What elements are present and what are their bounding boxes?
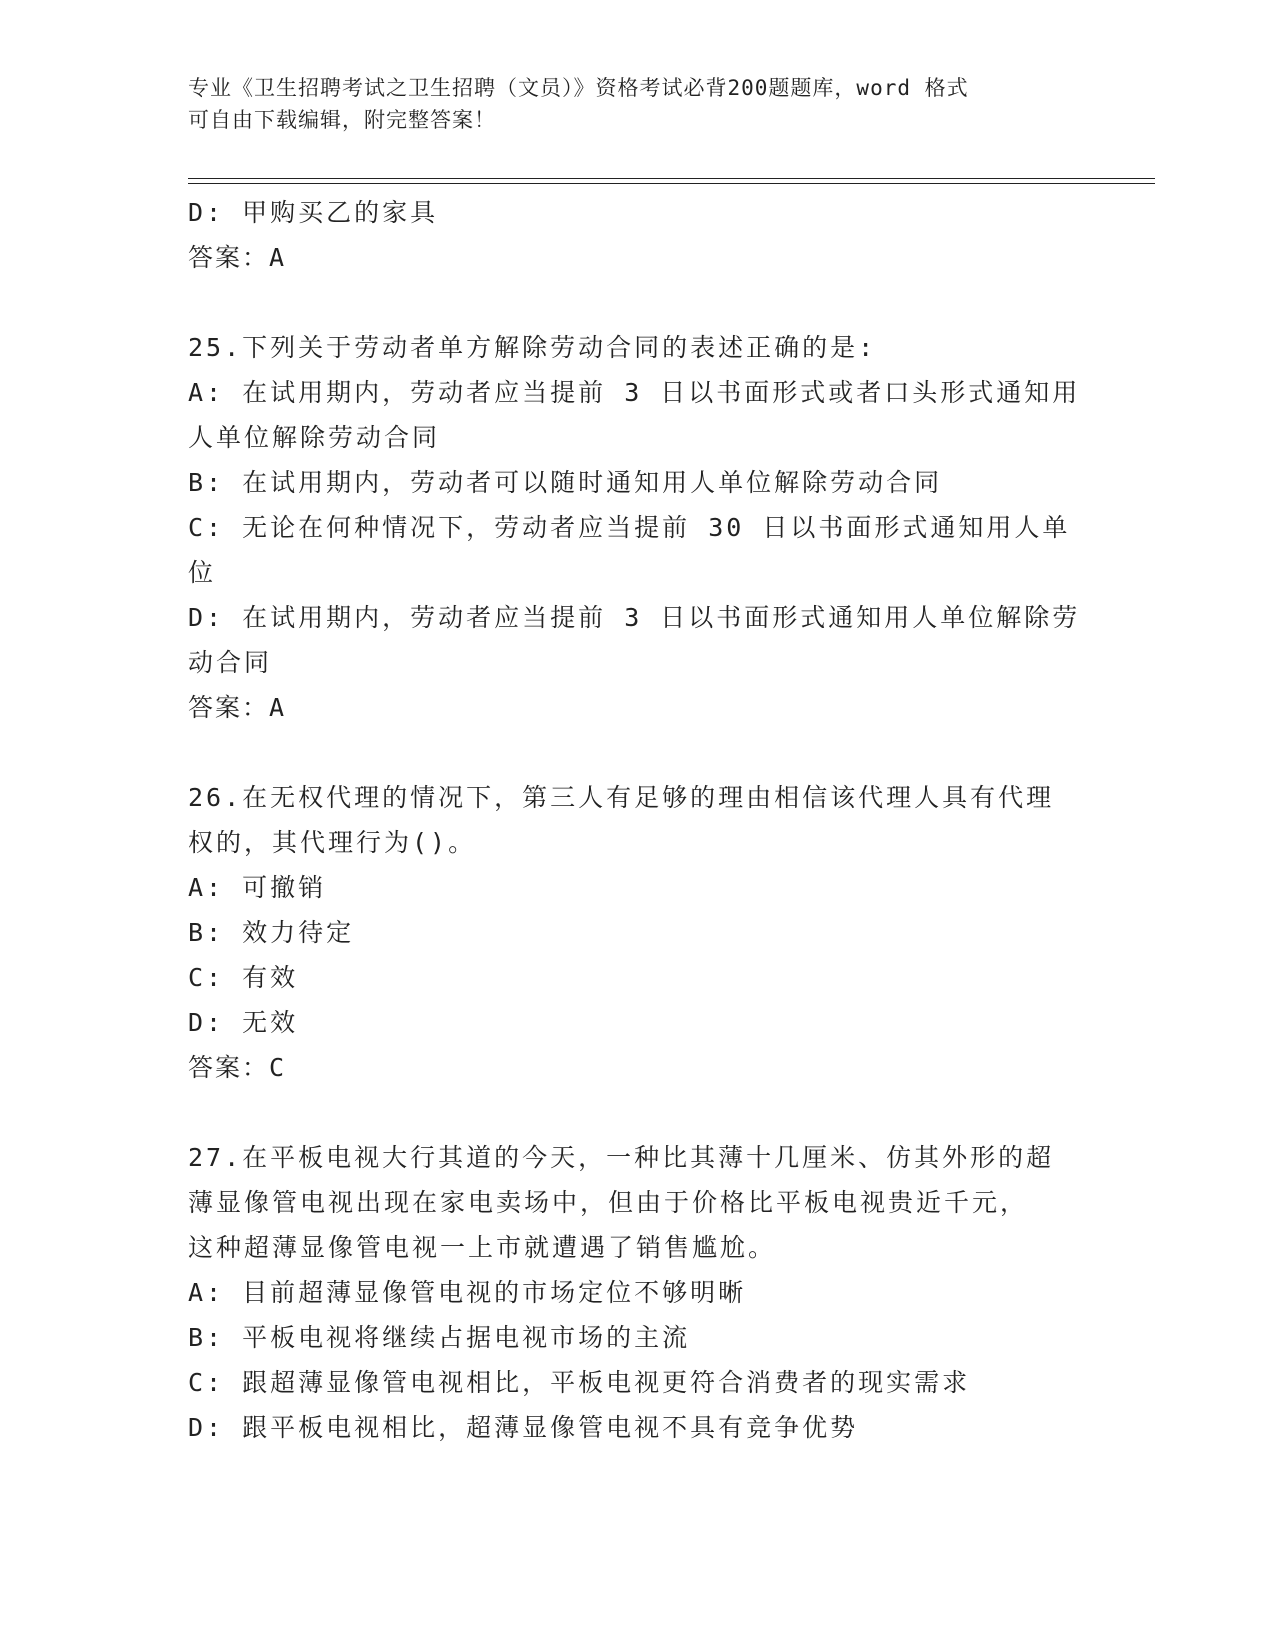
option-b: B: 效力待定 <box>188 918 355 947</box>
spacer <box>188 730 1088 775</box>
option-d: D: 无效 <box>188 1008 299 1037</box>
answer-line <box>188 1045 1088 1090</box>
header-divider-bottom <box>188 183 1155 184</box>
answer-value: A <box>269 693 287 722</box>
answer-label: 答案： <box>188 1053 270 1082</box>
option-c: C: 有效 <box>188 963 299 992</box>
option-a: A: 在试用期内，劳动者应当提前 3 日以书面形式或者口头形式通知用 <box>188 378 1081 407</box>
document-header <box>188 72 1068 136</box>
question-stem: 26.在无权代理的情况下，第三人有足够的理由相信该代理人具有代理 <box>188 783 1055 812</box>
option-c: C: 无论在何种情况下，劳动者应当提前 30 日以书面形式通知用人单 <box>188 513 1071 542</box>
option-b: B: 平板电视将继续占据电视市场的主流 <box>188 1323 691 1352</box>
spacer <box>188 280 1088 325</box>
question-27 <box>188 1135 1088 1450</box>
header-line-1: 专业《卫生招聘考试之卫生招聘（文员）》资格考试必背200题题库，word 格式 <box>188 76 969 100</box>
prev-question <box>188 190 1088 280</box>
option-b: B: 在试用期内，劳动者可以随时通知用人单位解除劳动合同 <box>188 468 943 497</box>
answer-line <box>188 685 1088 730</box>
answer-value: A <box>269 243 287 272</box>
answer-label: 答案： <box>188 693 270 722</box>
header-divider-top <box>188 178 1155 179</box>
header-line-2: 可自由下载编辑，附完整答案！ <box>188 108 496 132</box>
option-a: A: 目前超薄显像管电视的市场定位不够明晰 <box>188 1278 747 1307</box>
answer-line <box>188 235 1088 280</box>
question-26 <box>188 775 1088 1090</box>
option-c-continued: 位 <box>188 558 217 587</box>
answer-value: C <box>269 1053 287 1082</box>
option-d-continued: 动合同 <box>188 648 273 677</box>
option-a: A: 可撤销 <box>188 873 327 902</box>
question-stem-continued: 这种超薄显像管电视一上市就遭遇了销售尴尬。 <box>188 1233 777 1262</box>
question-stem: 25.下列关于劳动者单方解除劳动合同的表述正确的是: <box>188 333 877 362</box>
question-stem: 27.在平板电视大行其道的今天，一种比其薄十几厘米、仿其外形的超 <box>188 1143 1055 1172</box>
answer-label: 答案： <box>188 243 270 272</box>
option-c: C: 跟超薄显像管电视相比，平板电视更符合消费者的现实需求 <box>188 1368 971 1397</box>
question-list <box>188 190 1088 1450</box>
option-d: D: 在试用期内，劳动者应当提前 3 日以书面形式通知用人单位解除劳 <box>188 603 1081 632</box>
option-d: D: 跟平板电视相比，超薄显像管电视不具有竞争优势 <box>188 1413 859 1442</box>
question-25 <box>188 325 1088 730</box>
question-stem-continued: 权的，其代理行为()。 <box>188 828 477 857</box>
option-a-continued: 人单位解除劳动合同 <box>188 423 441 452</box>
question-stem-continued: 薄显像管电视出现在家电卖场中，但由于价格比平板电视贵近千元， <box>188 1188 1029 1217</box>
spacer <box>188 1090 1088 1135</box>
option-d: D: 甲购买乙的家具 <box>188 198 439 227</box>
